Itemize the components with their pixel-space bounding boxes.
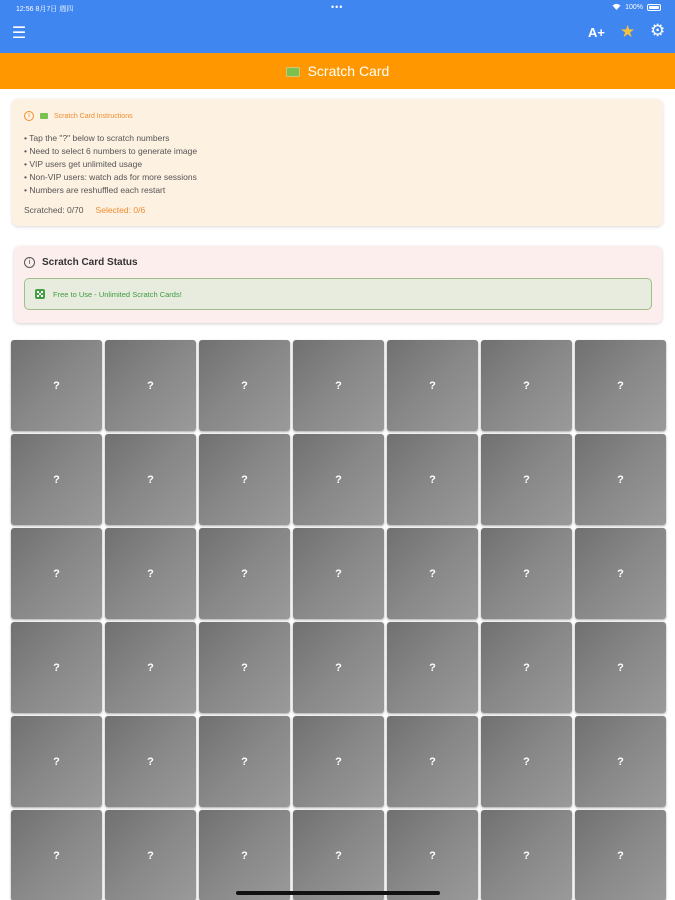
scratch-cell[interactable]: ? [481, 622, 572, 713]
scratch-cell[interactable]: ? [575, 340, 666, 431]
scratched-count: Scratched: 0/70 [24, 205, 84, 215]
instruction-item: • VIP users get unlimited usage [24, 159, 143, 169]
info-icon: i [24, 257, 35, 268]
scratch-cell[interactable]: ? [387, 340, 478, 431]
scratch-card-icon [286, 67, 300, 77]
battery-icon [647, 4, 661, 11]
scratch-cell[interactable]: ? [575, 622, 666, 713]
status-heading: Scratch Card Status [42, 257, 138, 268]
scratch-cell[interactable]: ? [105, 622, 196, 713]
scratch-cell[interactable]: ? [105, 810, 196, 900]
page-title-bar [0, 53, 675, 89]
scratch-cell[interactable]: ? [481, 528, 572, 619]
scratch-cell[interactable]: ? [11, 716, 102, 807]
scratch-grid [11, 340, 666, 900]
scratch-cell[interactable]: ? [199, 716, 290, 807]
scratch-cell[interactable]: ? [199, 434, 290, 525]
status-card [14, 246, 662, 323]
menu-icon[interactable]: ☰ [11, 25, 27, 42]
progress-counts [24, 205, 651, 215]
info-icon: i [24, 111, 34, 121]
status-time: 12:56 8月7日 週四 [16, 6, 74, 13]
instructions-list [24, 132, 651, 197]
scratch-cell[interactable]: ? [387, 434, 478, 525]
scratch-cell[interactable]: ? [105, 340, 196, 431]
status-header [24, 257, 652, 268]
scratch-cell[interactable]: ? [105, 434, 196, 525]
scratch-cell[interactable]: ? [575, 716, 666, 807]
scratch-cell[interactable]: ? [481, 340, 572, 431]
scratch-cell[interactable]: ? [481, 716, 572, 807]
star-icon[interactable]: ★ [620, 22, 636, 41]
multitask-dots[interactable]: ••• [331, 2, 344, 12]
selected-count: Selected: 0/6 [95, 205, 146, 215]
scratch-cell[interactable]: ? [575, 434, 666, 525]
scratch-cell[interactable]: ? [199, 340, 290, 431]
instructions-header [24, 111, 651, 121]
scratch-cell[interactable]: ? [11, 340, 102, 431]
dice-icon [35, 289, 45, 299]
status-message-box [24, 278, 652, 310]
app-bar [0, 16, 675, 53]
scratch-cell[interactable]: ? [387, 622, 478, 713]
scratch-cell[interactable]: ? [481, 434, 572, 525]
scratch-cell[interactable]: ? [293, 716, 384, 807]
scratch-cell[interactable]: ? [293, 528, 384, 619]
scratch-cell[interactable]: ? [481, 810, 572, 900]
instruction-item: • Tap the "?" below to scratch numbers [24, 133, 170, 143]
instruction-item: • Need to select 6 numbers to generate image [24, 146, 198, 156]
instructions-card [12, 99, 663, 226]
font-size-button[interactable]: A+ [588, 25, 605, 40]
scratch-cell[interactable]: ? [387, 528, 478, 619]
battery-percent: 100% [625, 4, 643, 11]
scratch-cell[interactable]: ? [105, 528, 196, 619]
scratch-cell[interactable]: ? [293, 340, 384, 431]
scratch-cell[interactable]: ? [293, 810, 384, 900]
status-right [612, 3, 661, 12]
scratch-cell[interactable]: ? [199, 622, 290, 713]
page-title: Scratch Card [307, 63, 390, 79]
scratch-cell[interactable]: ? [293, 622, 384, 713]
scratch-cell[interactable]: ? [11, 434, 102, 525]
instructions-heading: Scratch Card Instructions [54, 112, 133, 120]
system-status-bar [0, 0, 675, 16]
scratch-cell[interactable]: ? [105, 716, 196, 807]
scratch-cell[interactable]: ? [11, 810, 102, 900]
gear-icon[interactable]: ⚙ [650, 21, 666, 40]
scratch-cell[interactable]: ? [11, 622, 102, 713]
scratch-card-icon [40, 113, 48, 119]
scratch-cell[interactable]: ? [387, 810, 478, 900]
wifi-icon [612, 3, 621, 12]
instruction-item: • Numbers are reshuffled each restart [24, 185, 166, 195]
status-message: Free to Use - Unlimited Scratch Cards! [53, 289, 182, 299]
scratch-cell[interactable]: ? [199, 528, 290, 619]
scratch-cell[interactable]: ? [387, 716, 478, 807]
scratch-cell[interactable]: ? [293, 434, 384, 525]
scratch-cell[interactable]: ? [199, 810, 290, 900]
scratch-cell[interactable]: ? [575, 528, 666, 619]
instruction-item: • Non-VIP users: watch ads for more sessions [24, 172, 197, 182]
scratch-cell[interactable]: ? [575, 810, 666, 900]
home-indicator[interactable] [236, 891, 440, 895]
scratch-cell[interactable]: ? [11, 528, 102, 619]
